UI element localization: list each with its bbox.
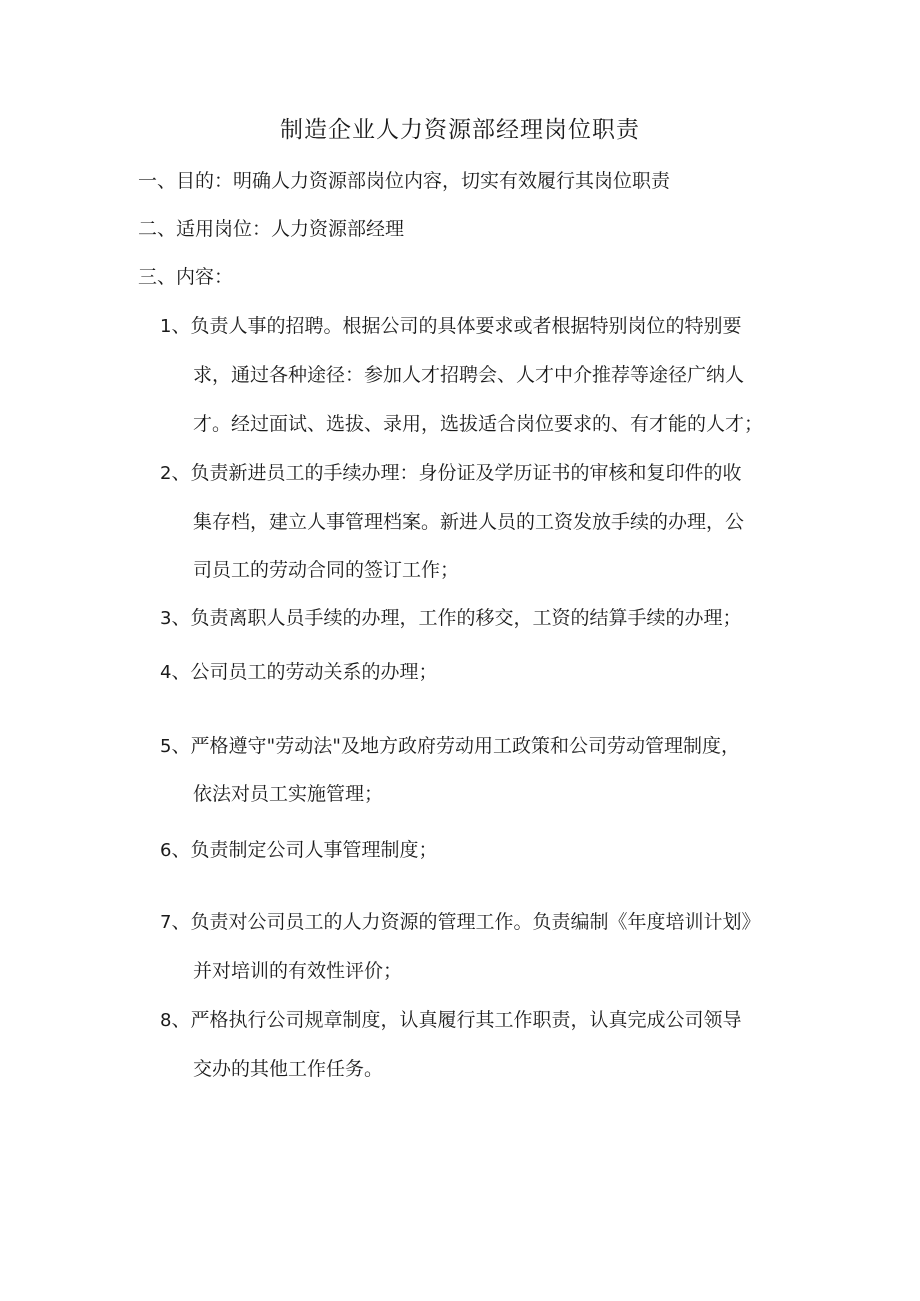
- list-item-1: [160, 311, 741, 342]
- item-number: 6: [160, 840, 172, 861]
- document-title: 制造企业人力资源部经理岗位职责: [280, 117, 640, 143]
- section-label: 一、: [138, 170, 177, 192]
- list-item-3: [160, 603, 741, 634]
- item-text: 负责人事的招聘。根据公司的具体要求或者根据特别岗位的特别要: [190, 315, 742, 337]
- section-text: 适用岗位：人力资源部经理: [176, 218, 405, 240]
- list-item-7: [160, 907, 760, 938]
- item-separator: 、: [171, 462, 191, 484]
- item-number: 8: [160, 1010, 172, 1031]
- list-item-8: [160, 1005, 741, 1036]
- item-2-continuation: 司员工的劳动合同的签订工作；: [193, 559, 460, 581]
- item-separator: 、: [171, 735, 191, 757]
- item-separator: 、: [171, 661, 191, 683]
- item-text: 严格遵守"劳动法"及地方政府劳动用工政策和公司劳动管理制度，: [190, 735, 740, 757]
- list-item-4: [160, 657, 437, 688]
- item-number: 1: [160, 316, 172, 337]
- item-number: 5: [160, 736, 172, 757]
- item-number: 4: [160, 662, 172, 683]
- section-label: 三、: [138, 266, 177, 288]
- section-label: 二、: [138, 218, 177, 240]
- section-purpose: [138, 166, 670, 196]
- item-number: 3: [160, 608, 172, 629]
- item-text: 负责新进员工的手续办理：身份证及学历证书的审核和复印件的收: [190, 462, 742, 484]
- item-1-continuation: 求，通过各种途径：参加人才招聘会、人才中介推荐等途径广纳人: [193, 364, 745, 386]
- item-text: 公司员工的劳动关系的办理；: [190, 661, 438, 683]
- item-number: 2: [160, 463, 172, 484]
- item-7-continuation: 并对培训的有效性评价；: [193, 960, 403, 982]
- item-separator: 、: [171, 315, 191, 337]
- item-separator: 、: [171, 911, 191, 933]
- list-item-6: [160, 835, 437, 866]
- item-8-continuation: 交办的其他工作任务。: [193, 1058, 384, 1080]
- item-text: 负责离职人员手续的办理，工作的移交，工资的结算手续的办理；: [190, 607, 742, 629]
- item-number: 7: [160, 912, 172, 933]
- item-2-continuation: 集存档，建立人事管理档案。新进人员的工资发放手续的办理，公: [193, 511, 745, 533]
- item-text: 负责对公司员工的人力资源的管理工作。负责编制《年度培训计划》: [190, 911, 761, 933]
- section-text: 目的：明确人力资源部岗位内容，切实有效履行其岗位职责: [176, 170, 671, 192]
- item-text: 严格执行公司规章制度，认真履行其工作职责，认真完成公司领导: [190, 1009, 742, 1031]
- item-1-continuation: 才。经过面试、选拔、录用，选拔适合岗位要求的、有才能的人才；: [193, 413, 764, 435]
- list-item-5: [160, 731, 740, 762]
- item-separator: 、: [171, 607, 191, 629]
- item-separator: 、: [171, 839, 191, 861]
- section-position: [138, 214, 404, 244]
- item-5-continuation: 依法对员工实施管理；: [193, 783, 384, 805]
- section-text: 内容：: [176, 266, 234, 288]
- section-content: [138, 262, 233, 292]
- item-separator: 、: [171, 1009, 191, 1031]
- item-text: 负责制定公司人事管理制度；: [190, 839, 438, 861]
- list-item-2: [160, 458, 741, 489]
